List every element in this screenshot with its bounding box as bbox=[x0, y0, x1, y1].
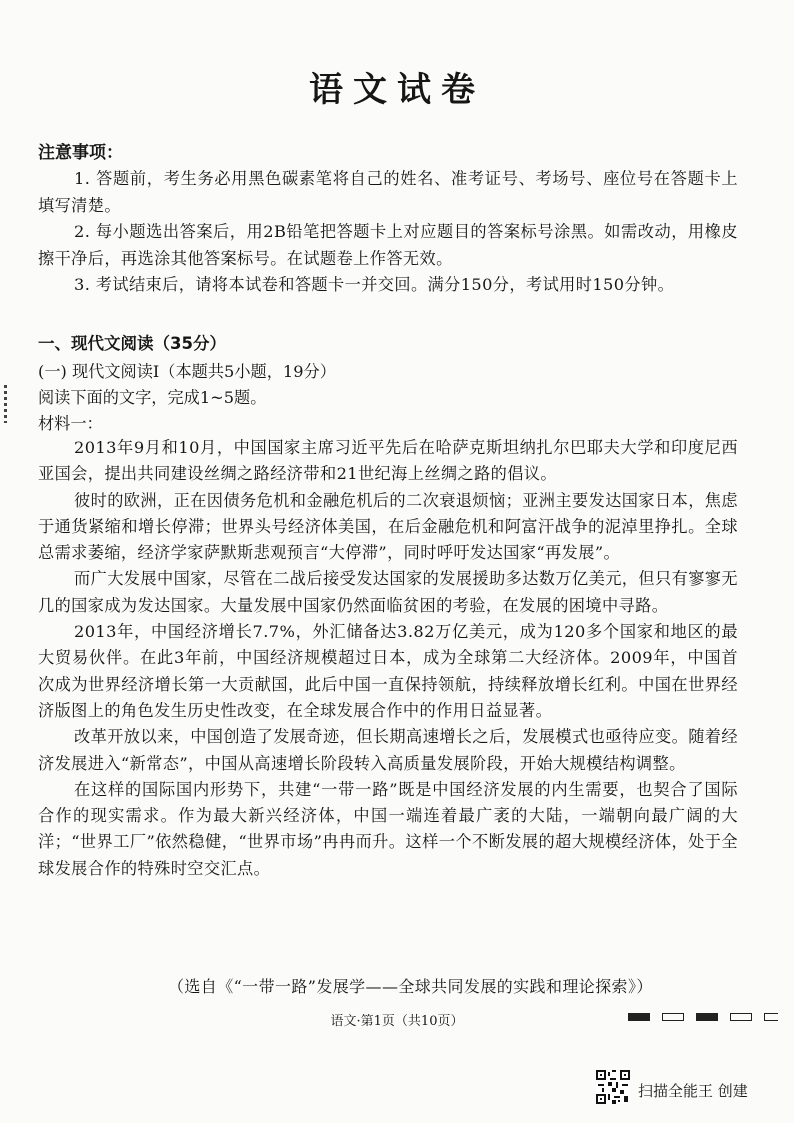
notice-item: 3. 考试结束后，请将本试卷和答题卡一并交回。满分150分，考试用时150分钟。 bbox=[74, 275, 675, 294]
section-heading: 一、现代文阅读（35分） bbox=[38, 334, 226, 353]
reading-instruction: 阅读下面的文字，完成1~5题。 bbox=[38, 388, 267, 407]
passage-paragraph: 2013年，中国经济增长7.7%，外汇储备达3.82万亿美元，成为120多个国家和地区的最大贸易伙伴。在此3年前，中国经济规模超过日本，成为全球第二大经济体。2009年，中国首次成为世界经济增长第一大贡献国，此后中国一直保持领航，持续释放增长红利。中国在世界经济版图上的角色发生历史性改变，在全球发展合作中的作用日益显著。 bbox=[38, 622, 738, 720]
registration-mark bbox=[764, 1013, 778, 1021]
material-label: 材料一： bbox=[38, 414, 103, 433]
scanner-watermark: 扫描全能王 创建 bbox=[638, 1082, 748, 1100]
registration-marks bbox=[628, 1013, 778, 1021]
registration-mark bbox=[662, 1013, 684, 1021]
notice-list bbox=[38, 166, 738, 299]
passage-paragraph: 而广大发展中国家，尽管在二战后接受发达国家的发展援助多达数万亿美元，但只有寥寥无几的国家成为发达国家。大量发展中国家仍然面临贫困的考验，在发展的困境中寻路。 bbox=[38, 569, 738, 615]
passage-paragraph: 在这样的国际国内形势下，共建“一带一路”既是中国经济发展的内生需要，也契合了国际合作的现实需求。作为最大新兴经济体，中国一端连着最广袤的大陆，一端朝向最广阔的大洋；“世界工厂”依然稳健，“世界市场”冉冉而升。这样一个不断发展的超大规模经济体，处于全球发展合作的特殊时空交汇点。 bbox=[38, 779, 738, 878]
registration-mark bbox=[730, 1013, 752, 1021]
notice-item: 2. 每小题选出答案后，用2B铅笔把答题卡上对应题目的答案标号涂黑。如需改动，用橡皮擦干净后，再选涂其他答案标号。在试题卷上作答无效。 bbox=[38, 222, 738, 268]
notice-item: 1. 答题前，考生务必用黑色碳素笔将自己的姓名、准考证号、考场号、座位号在答题卡上填写清楚。 bbox=[38, 169, 738, 215]
reading-passage bbox=[38, 435, 738, 882]
passage-source: （选自《“一带一路”发展学——全球共同发展的实践和理论探索》） bbox=[168, 977, 653, 996]
passage-paragraph: 2013年9月和10月，中国国家主席习近平先后在哈萨克斯坦纳扎尔巴耶夫大学和印度尼西亚国会，提出共同建设丝绸之路经济带和21世纪海上丝绸之路的倡议。 bbox=[38, 438, 738, 484]
exam-title: 语文试卷 bbox=[309, 70, 485, 110]
notice-heading: 注意事项： bbox=[38, 143, 123, 163]
section-subheading: (一) 现代文阅读Ⅰ（本题共5小题，19分） bbox=[38, 362, 336, 381]
qr-code-icon bbox=[596, 1070, 630, 1104]
passage-paragraph: 彼时的欧洲，正在因债务危机和金融危机后的二次衰退烦恼；亚洲主要发达国家日本，焦虑于通货紧缩和增长停滞；世界头号经济体美国，在后金融危机和阿富汗战争的泥淖里挣扎。全球总需求萎缩，经济学家萨默斯悲观预言“大停滞”，同时呼吁发达国家“再发展”。 bbox=[38, 490, 738, 563]
registration-mark bbox=[628, 1013, 650, 1021]
passage-paragraph: 改革开放以来，中国创造了发展奇迹，但长期高速增长之后，发展模式也亟待应变。随着经济发展进入“新常态”，中国从高速增长阶段转入高质量发展阶段，开始大规模结构调整。 bbox=[38, 727, 738, 773]
registration-mark bbox=[696, 1013, 718, 1021]
page-footer: 语文·第1页（共10页） bbox=[330, 1014, 464, 1029]
binding-holes bbox=[4, 385, 7, 423]
